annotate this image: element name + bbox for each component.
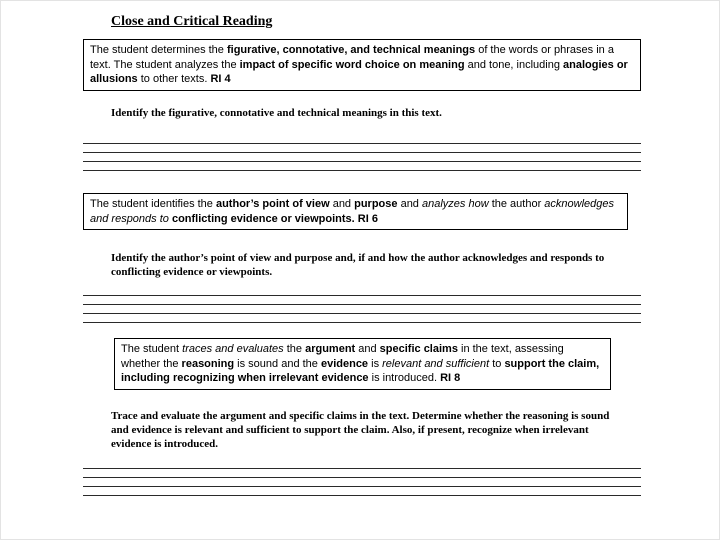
writing-line — [83, 135, 641, 144]
prompt-ri8: Trace and evaluate the argument and specific claims in the text. Determine whether the reasoning is sound and evidence is relevant and sufficient to support the claim. Also, if present, recognize when irrelevant evidence is introduced. — [111, 410, 610, 450]
page-title: Close and Critical Reading — [111, 14, 273, 29]
standard-text-ri6: The student identifies the author’s point of view and purpose and analyzes how the author acknowledges and responds to conflicting evidence or viewpoints. RI 6 — [90, 198, 615, 225]
answer-lines-ri8 — [83, 460, 641, 496]
standard-box-ri4 — [83, 39, 641, 91]
standard-box-ri6 — [83, 193, 628, 230]
prompt-ri4: Identify the figurative, connotative and technical meanings in this text. — [111, 107, 442, 119]
standard-box-ri8 — [114, 338, 611, 390]
standard-text-ri4: The student determines the figurative, connotative, and technical meanings of the words or phrases in a text. The student analyzes the impact of specific word choice on meaning and tone, including analogies or allusions to other texts. RI 4 — [90, 44, 628, 85]
writing-line — [83, 305, 641, 314]
writing-line — [83, 469, 641, 478]
writing-line — [83, 314, 641, 323]
writing-line — [83, 162, 641, 171]
prompt-ri6: Identify the author’s point of view and purpose and, if and how the author acknowledges and responds to conflicting evidence or viewpoints. — [111, 252, 605, 278]
answer-lines-ri6 — [83, 287, 641, 323]
writing-line — [83, 487, 641, 496]
standard-text-ri8: The student traces and evaluates the argument and specific claims in the text, assessing whether the reasoning is sound and the evidence is relevant and sufficient to support the claim, including recognizing when irrelevant evidence is introduced. RI 8 — [121, 343, 600, 384]
writing-line — [83, 144, 641, 153]
writing-line — [83, 153, 641, 162]
answer-lines-ri4 — [83, 135, 641, 171]
writing-line — [83, 460, 641, 469]
writing-line — [83, 296, 641, 305]
writing-line — [83, 478, 641, 487]
writing-line — [83, 287, 641, 296]
